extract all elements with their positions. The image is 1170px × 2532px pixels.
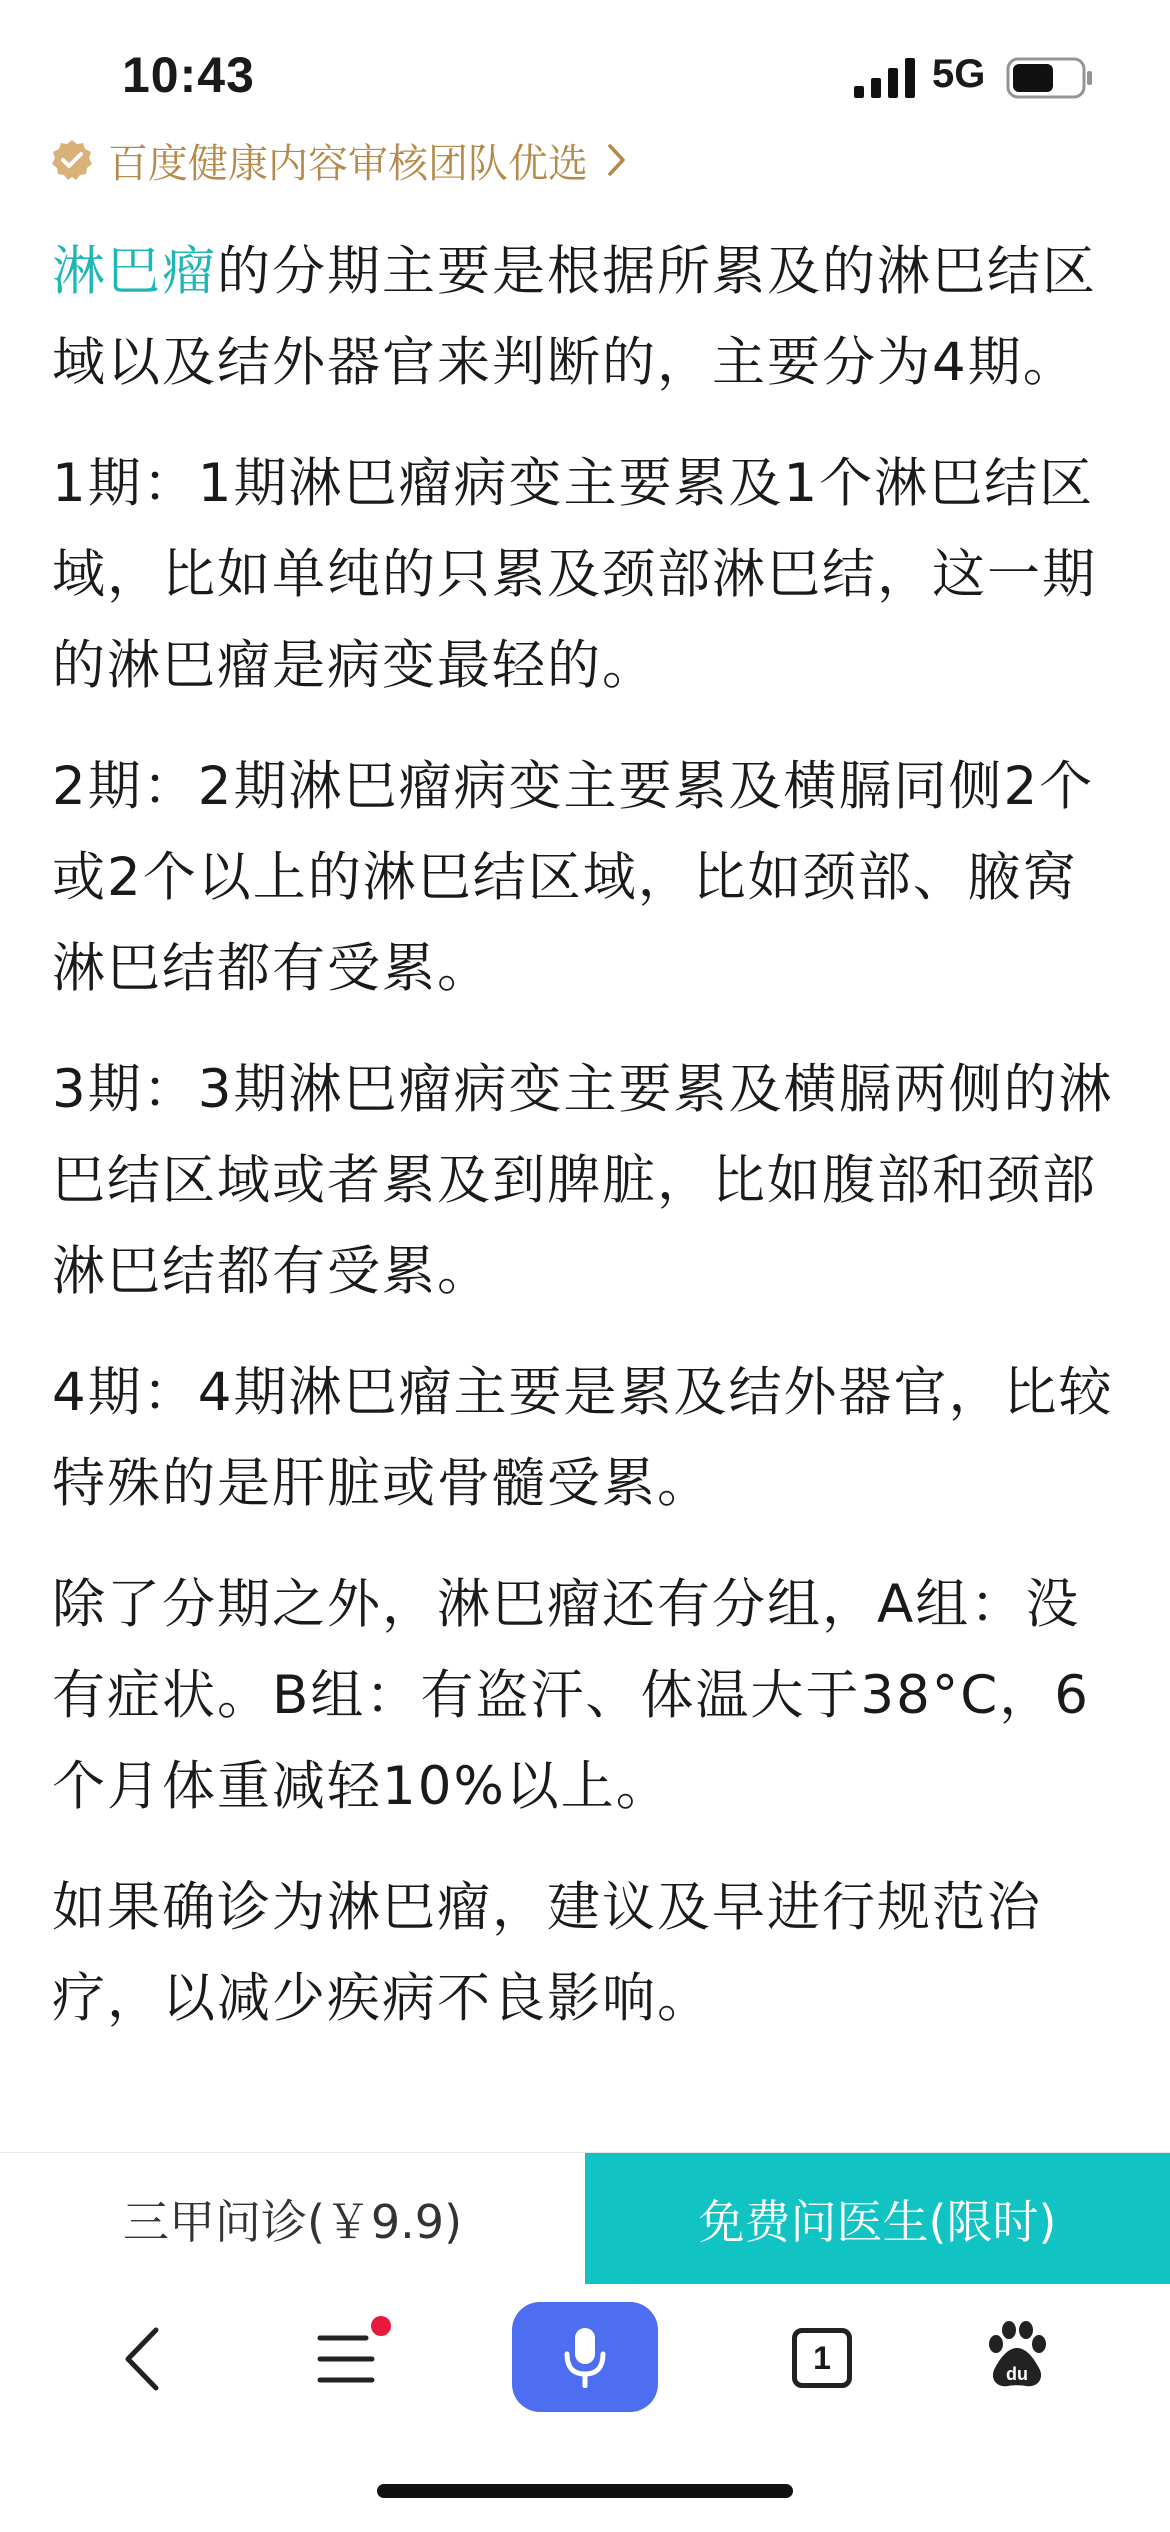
network-label: 5G	[932, 52, 986, 96]
intro-paragraph	[52, 226, 1122, 408]
signal-icon	[854, 58, 916, 98]
keyword-link[interactable]: 淋巴瘤	[52, 241, 217, 302]
bottom-nav	[0, 2284, 1170, 2432]
source-label: 百度健康内容审核团队优选	[108, 140, 588, 187]
stage-4-paragraph: 4期：4期淋巴瘤主要是累及结外器官，比较特殊的是肝脏或骨髓受累。	[52, 1362, 1114, 1514]
baidu-paw-icon[interactable]	[986, 2320, 1048, 2390]
voice-search-button[interactable]	[512, 2302, 658, 2412]
tabs-button[interactable]: 1	[792, 2328, 852, 2388]
intro-text: 的分期主要是根据所累及的淋巴结区域以及结外器官来判断的，主要分为4期。	[52, 241, 1097, 393]
grouping-paragraph: 除了分期之外，淋巴瘤还有分组，A组：没有症状。B组：有盗汗、体温大于38°C，6个月体重减轻10%以上。	[52, 1574, 1091, 1817]
stage-3-paragraph: 3期：3期淋巴瘤病变主要累及横膈两侧的淋巴结区域或者累及到脾脏，比如腹部和颈部淋巴结都有受累。	[52, 1059, 1114, 1302]
battery-icon	[1006, 57, 1094, 99]
verified-badge-icon	[50, 138, 94, 182]
home-indicator	[377, 2484, 793, 2498]
article-body	[52, 226, 1122, 2074]
advice-paragraph: 如果确诊为淋巴瘤，建议及早进行规范治疗，以减少疾病不良影响。	[52, 1877, 1042, 2029]
stage-2-paragraph: 2期：2期淋巴瘤病变主要累及横膈同侧2个或2个以上的淋巴结区域，比如颈部、腋窝淋巴结都有受累。	[52, 756, 1095, 999]
microphone-icon	[562, 2326, 608, 2388]
notification-dot	[371, 2316, 391, 2336]
chevron-right-icon	[606, 142, 628, 178]
stage-1-paragraph: 1期：1期淋巴瘤病变主要累及1个淋巴结区域，比如单纯的只累及颈部淋巴结，这一期的淋巴瘤是病变最轻的。	[52, 453, 1097, 696]
free-consult-button[interactable]: 免费问医生(限时)	[585, 2153, 1170, 2285]
status-bar	[0, 0, 1170, 140]
consult-bar	[0, 2152, 1170, 2285]
svg-text:du: du	[1006, 2364, 1028, 2384]
status-time: 10:43	[122, 47, 255, 103]
paid-consult-button[interactable]: 三甲问诊(￥9.9)	[0, 2153, 585, 2285]
source-link[interactable]	[50, 130, 628, 190]
back-icon[interactable]	[118, 2324, 168, 2394]
